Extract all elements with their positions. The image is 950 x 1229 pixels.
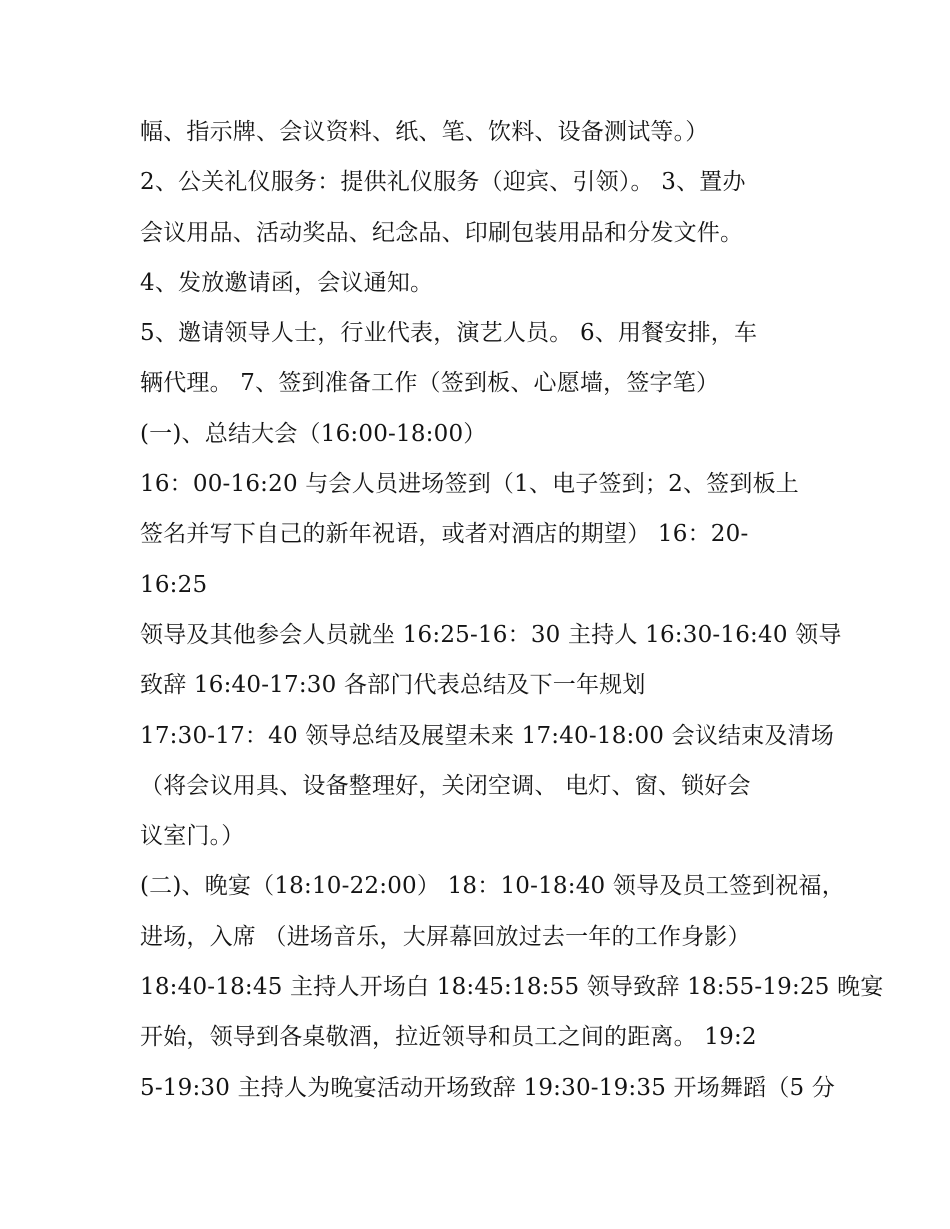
text-line: 16：00-16:20 与会人员进场签到（1、电子签到；2、签到板上 <box>140 471 799 498</box>
text-line: 开始，领导到各桌敬酒，拉近领导和员工之间的距离。 19:2 <box>140 1024 757 1051</box>
section-heading: (二)、晚宴（18:10-22:00） 18：10-18:40 领导及员工签到祝福， <box>140 873 845 900</box>
text-line: 签名并写下自己的新年祝语，或者对酒店的期望） 16：20- <box>140 521 749 548</box>
text-line: 18:40-18:45 主持人开场白 18:45:18:55 领导致辞 18:55-19:25 晚宴 <box>140 974 884 1001</box>
section-heading: (一)、总结大会（16:00-18:00） <box>140 420 487 447</box>
document-body <box>140 107 884 1113</box>
text-line: 5、邀请领导人士，行业代表，演艺人员。 6、用餐安排，车 <box>140 320 758 347</box>
text-line: 2、公关礼仪服务：提供礼仪服务（迎宾、引领）。 3、置办 <box>140 169 746 196</box>
text-line: 议室门。） <box>140 823 245 850</box>
text-line: 会议用品、活动奖品、纪念品、印刷包装用品和分发文件。 <box>140 219 744 246</box>
text-line: 4、发放邀请函，会议通知。 <box>140 269 434 296</box>
text-line: 辆代理。 7、签到准备工作（签到板、心愿墙，签字笔） <box>140 370 720 397</box>
text-line: 致辞 16:40-17:30 各部门代表总结及下一年规划 <box>140 672 646 699</box>
text-line: 17:30-17：40 领导总结及展望未来 17:40-18:00 会议结束及清场 <box>140 722 835 749</box>
text-line: 16:25 <box>140 571 208 598</box>
text-line: 幅、指示牌、会议资料、纸、笔、饮料、设备测试等。） <box>140 119 709 145</box>
text-line: 5-19:30 主持人为晚宴活动开场致辞 19:30-19:35 开场舞蹈（5 分 <box>140 1074 836 1101</box>
text-line: 进场，入席 （进场音乐，大屏幕回放过去一年的工作身影） <box>140 923 751 950</box>
text-line: （将会议用具、设备整理好，关闭空调、 电灯、窗、锁好会 <box>140 772 751 799</box>
text-line: 领导及其他参会人员就坐 16:25-16：30 主持人 16:30-16:40 领导 <box>140 621 842 648</box>
